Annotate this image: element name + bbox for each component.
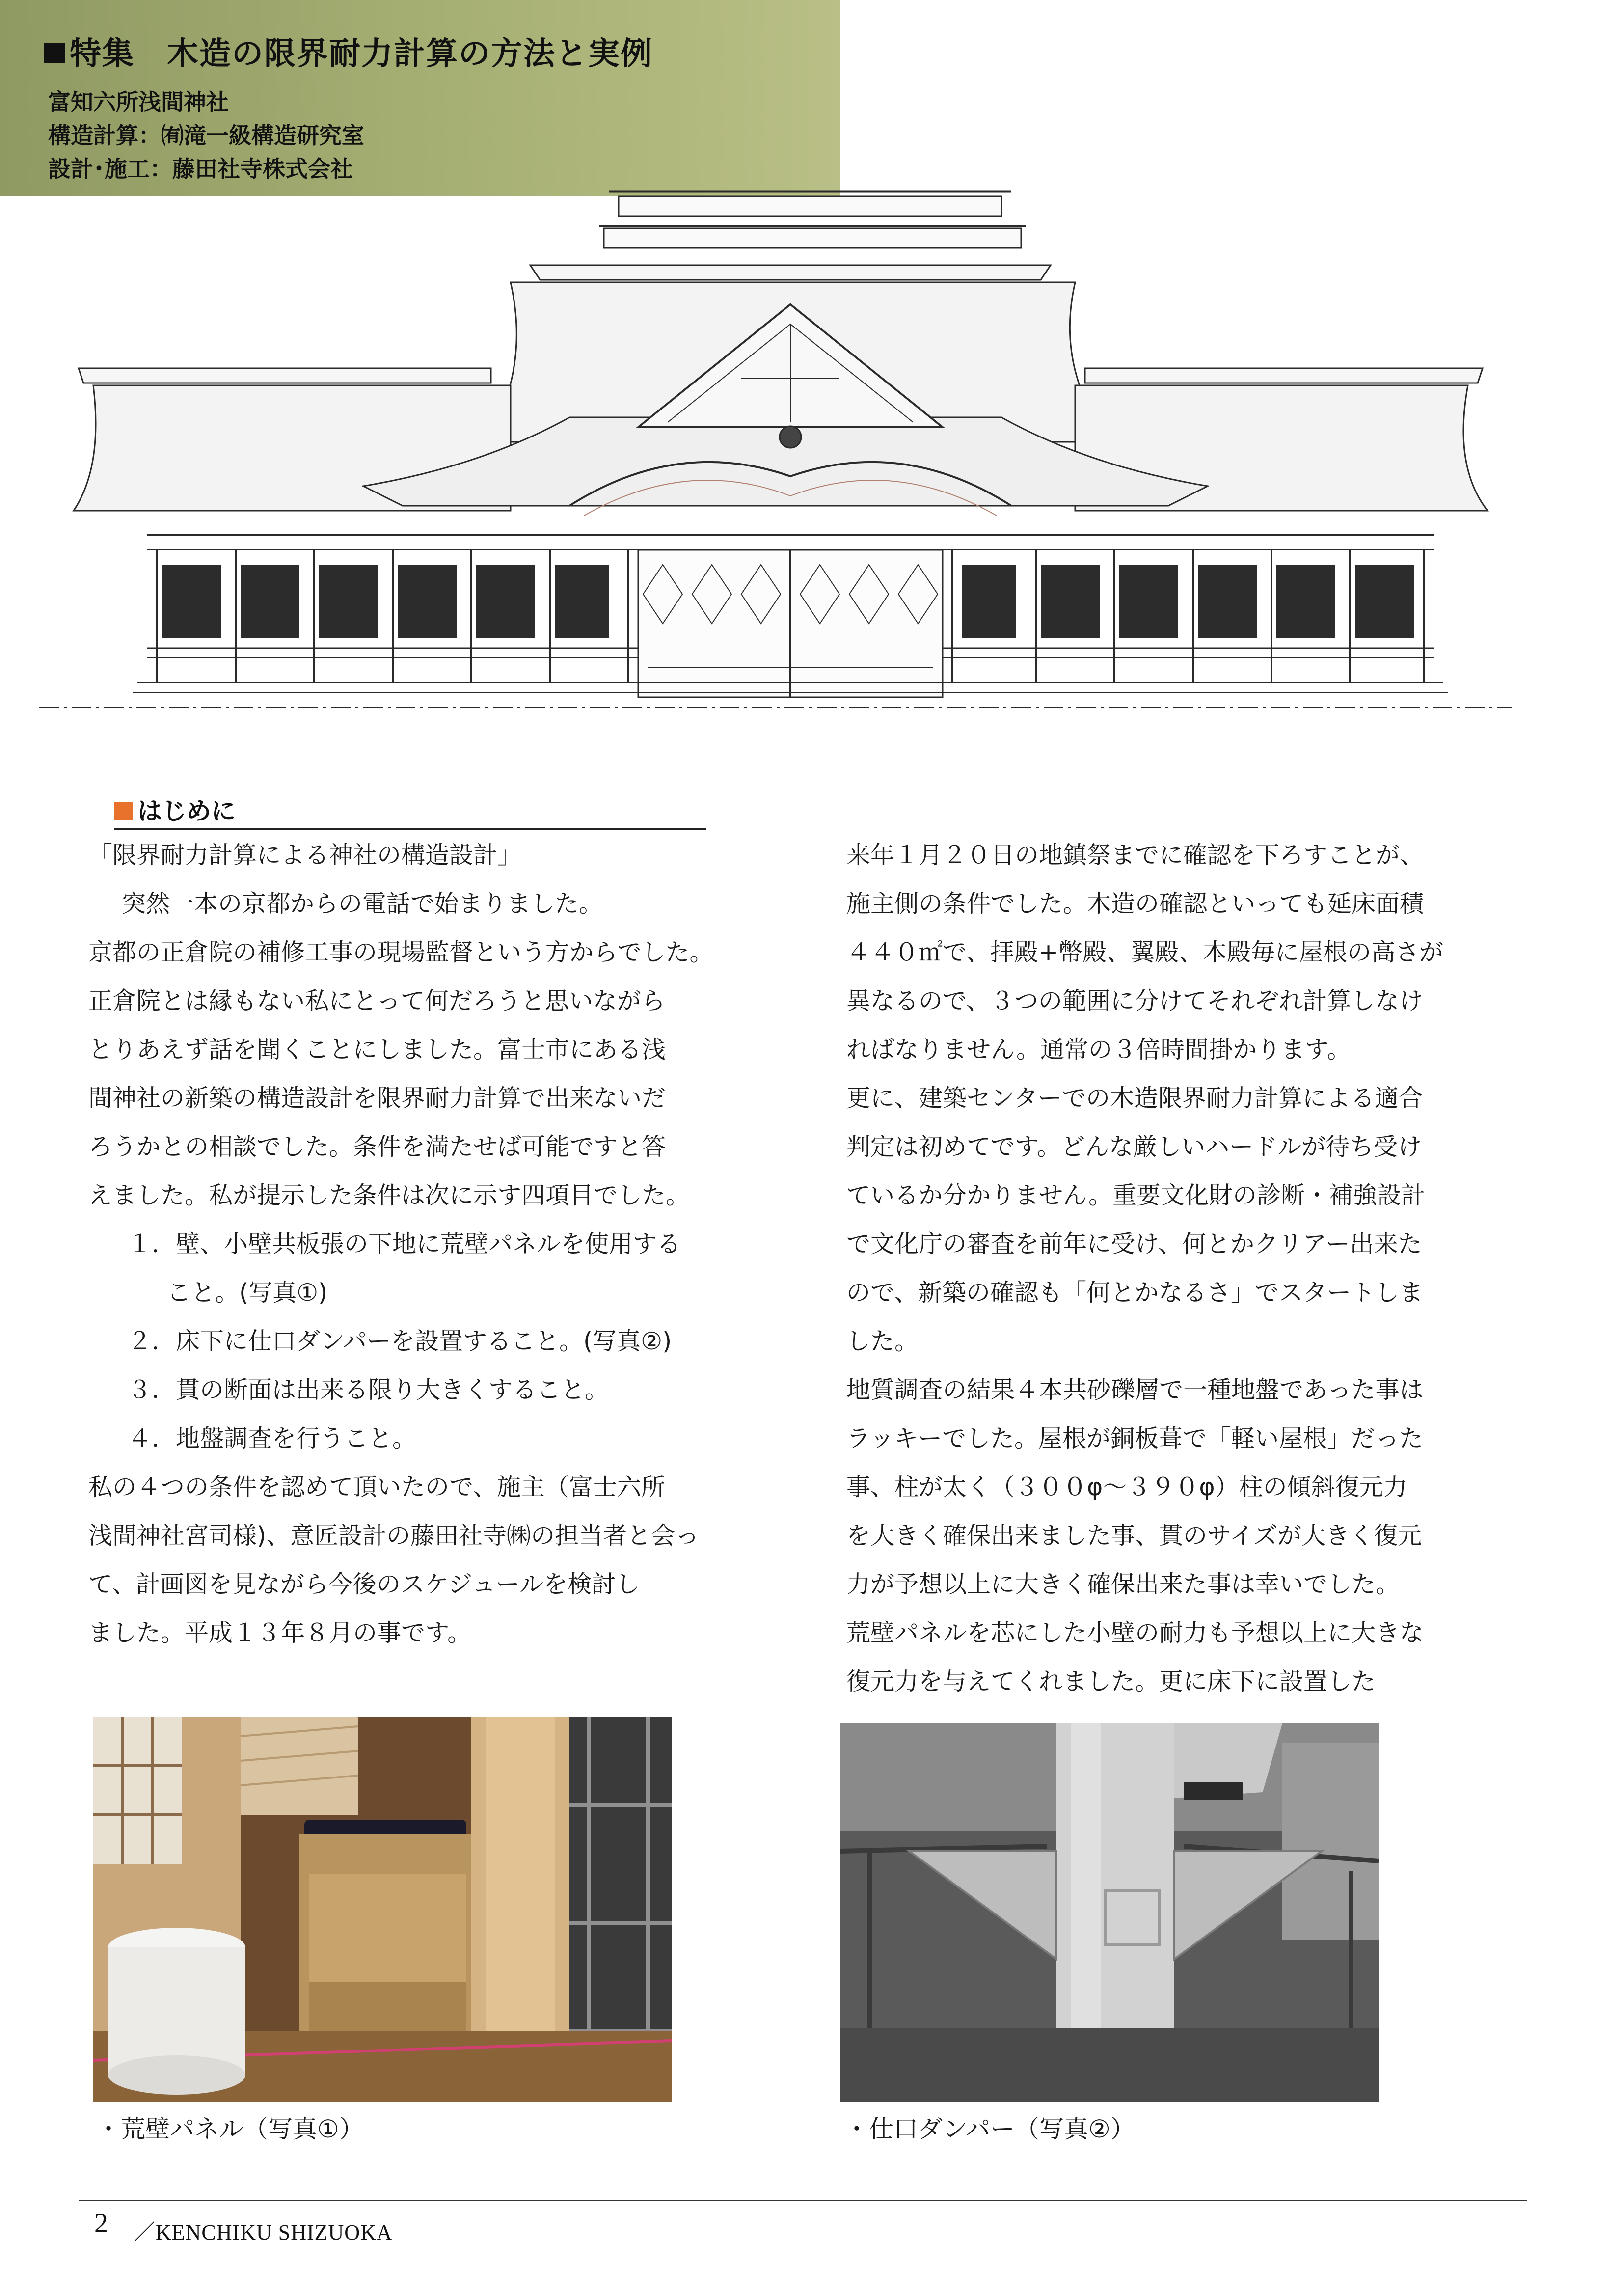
photo-caption-1: ・荒壁パネル（写真①） [96, 2115, 364, 2143]
text-line: 地質調査の結果４本共砂礫層で一種地盤であった事は [846, 1376, 1424, 1404]
text-line: 異なるので、３つの範囲に分けてそれぞれ計算しなけ [846, 987, 1424, 1015]
text-line: ろうかとの相談でした。条件を満たせば可能ですと答 [88, 1133, 666, 1161]
list-item-continued: こと。(写真①) [167, 1279, 328, 1307]
text-line: 事、柱が太く（３００φ～３９０φ）柱の傾斜復元力 [846, 1473, 1407, 1501]
text-line: 更に、建築センターでの木造限界耐力計算による適合 [846, 1084, 1423, 1112]
text-line: 復元力を与えてくれました。更に床下に設置した [846, 1667, 1376, 1695]
page-title [44, 28, 653, 74]
text-line: 京都の正倉院の補修工事の現場監督という方からでした。 [88, 938, 714, 966]
text-line: ているか分かりません。重要文化財の診断・補強設計 [846, 1181, 1425, 1209]
text-line: 私の４つの条件を認めて頂いたので、施主（富士六所 [88, 1473, 666, 1501]
text-line: とりあえず話を聞くことにしました。富士市にある浅 [88, 1036, 666, 1064]
text-line: で文化庁の審査を前年に受け、何とかクリアー出来た [846, 1230, 1422, 1258]
magazine-name: ／KENCHIKU SHIZUOKA [134, 2220, 393, 2244]
shrine-name: 富知六所浅間神社 [48, 89, 229, 115]
square-bullet-icon [44, 43, 65, 63]
text-line: 「限界耐力計算による神社の構造設計」 [88, 841, 522, 869]
text-line: ました。平成１３年８月の事です。 [88, 1619, 472, 1647]
right-text-column [846, 831, 1534, 1706]
text-line: 間神社の新築の構造設計を限界耐力計算で出来ないだ [88, 1084, 666, 1112]
section-heading [114, 792, 236, 827]
section-divider [114, 828, 706, 830]
text-line: 判定は初めてです。どんな厳しいハードルが待ち受け [846, 1133, 1422, 1161]
orange-square-icon [114, 802, 133, 820]
list-item: ４．地盤調査を行うこと。 [128, 1424, 417, 1452]
footer-divider [79, 2200, 1527, 2201]
text-line: ればなりません。通常の３倍時間掛かります。 [846, 1036, 1352, 1064]
page-number: 2 [94, 2208, 108, 2239]
list-item: ３．貫の断面は出来る限り大きくすること。 [128, 1376, 609, 1404]
text-line: ラッキーでした。屋根が銅板葺で「軽い屋根」だった [846, 1424, 1424, 1452]
joint-damper-photo [840, 1723, 1379, 2102]
text-line: 施主側の条件でした。木造の確認といっても延床面積 [846, 890, 1424, 918]
list-item: ２．床下に仕口ダンパーを設置すること。(写真②) [128, 1327, 672, 1355]
page-title-text: 特集 木造の限界耐力計算の方法と実例 [70, 36, 653, 72]
left-text-column [88, 831, 776, 1657]
shrine-elevation-drawing [39, 162, 1512, 727]
list-item: １．壁、小壁共板張の下地に荒壁パネルを使用する [128, 1230, 681, 1258]
text-line: 正倉院とは縁もない私にとって何だろうと思いながら [88, 987, 666, 1015]
text-line: 力が予想以上に大きく確保出来た事は幸いでした。 [846, 1570, 1400, 1598]
text-line: ので、新築の確認も「何とかなるさ」でスタートしま [846, 1279, 1424, 1307]
photo-caption-2: ・仕口ダンパー（写真②） [844, 2115, 1135, 2143]
design-build-credit: 設計･施工：藤田社寺株式会社 [48, 156, 353, 182]
text-line: 突然一本の京都からの電話で始まりました。 [122, 890, 603, 918]
structural-calc-credit: 構造計算：㈲滝一級構造研究室 [48, 122, 364, 149]
wall-panel-photo [93, 1717, 672, 2102]
section-heading-text: はじめに [137, 797, 236, 825]
text-line: えました。私が提示した条件は次に示す四項目でした。 [88, 1181, 690, 1209]
text-line: 来年１月２０日の地鎮祭までに確認を下ろすことが、 [846, 841, 1424, 869]
text-line: 浅間神社宮司様)、意匠設計の藤田社寺㈱の担当者と会っ [88, 1522, 700, 1550]
text-line: 荒壁パネルを芯にした小壁の耐力も予想以上に大きな [846, 1619, 1424, 1647]
text-line: ４４０㎡で、拝殿+幣殿、翼殿、本殿毎に屋根の高さが [846, 938, 1444, 966]
text-line: した。 [846, 1327, 919, 1355]
text-line: を大きく確保出来ました事、貫のサイズが大きく復元 [846, 1522, 1422, 1550]
text-line: て、計画図を見ながら今後のスケジュールを検討し [88, 1570, 640, 1598]
